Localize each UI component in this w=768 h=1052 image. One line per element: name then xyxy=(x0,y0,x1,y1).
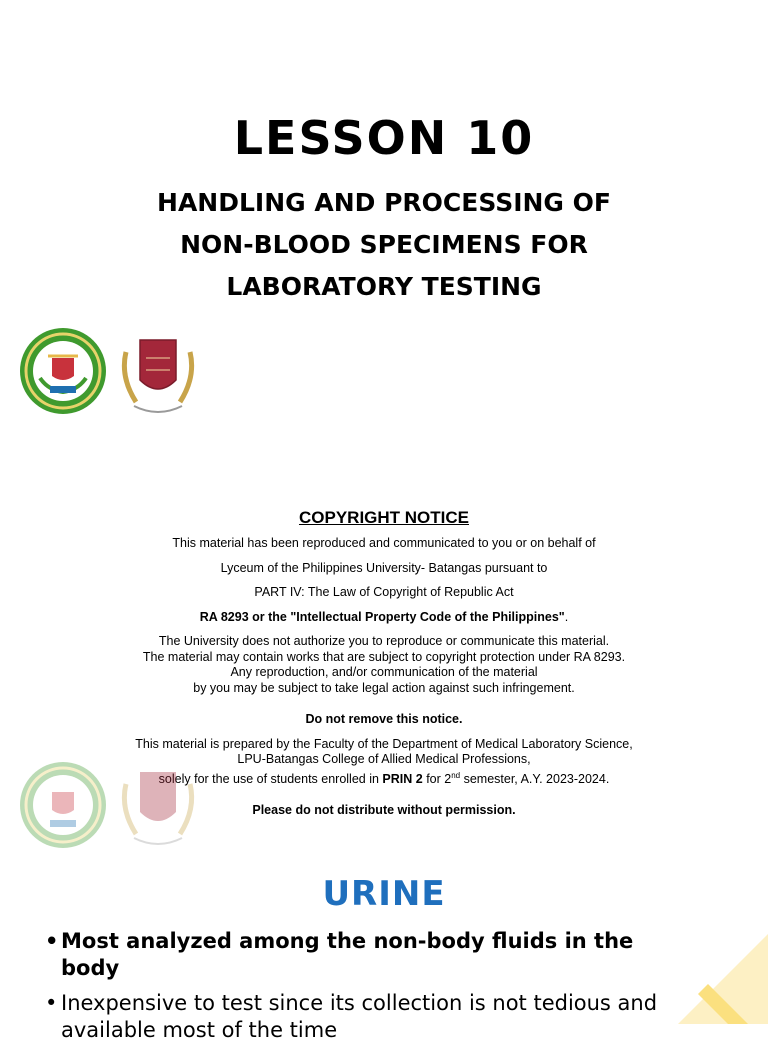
list-item xyxy=(45,990,685,1044)
copyright-line: Lyceum of the Philippines University- Batangas pursuant to xyxy=(220,560,548,575)
urine-bullet-list xyxy=(45,928,685,1052)
copyright-line: by you may be subject to take legal action against such infringement. xyxy=(193,680,575,695)
no-distribute-notice: Please do not distribute without permission. xyxy=(252,803,516,818)
bullet-text: Most analyzed among the non-body fluids in the body xyxy=(61,929,634,980)
copyright-line: The material may contain works that are subject to copyright protection under RA 8293. xyxy=(142,649,626,664)
university-crest-icon xyxy=(116,764,200,852)
bullet-icon: • xyxy=(45,991,58,1015)
copyright-line: LPU-Batangas College of Allied Medical Professions, xyxy=(237,752,531,766)
copyright-line: Any reproduction, and/or communication of the material xyxy=(230,665,538,679)
university-crest-icon xyxy=(116,332,200,420)
copyright-line: This material has been reproduced and communicated to you or on behalf of xyxy=(172,536,596,550)
lesson-title: LESSON 10 xyxy=(233,111,535,165)
copyright-paragraph xyxy=(0,634,768,696)
course-code: PRIN 2 xyxy=(382,771,423,786)
subtitle-line: NON-BLOOD SPECIMENS FOR xyxy=(180,230,588,259)
copyright-line: RA 8293 or the "Intellectual Property Code of the Philippines". xyxy=(199,609,569,624)
copyright-line: This material is prepared by the Faculty of the Department of Medical Laboratory Science, xyxy=(135,736,633,751)
bullet-icon: • xyxy=(45,929,59,953)
college-seal-icon xyxy=(18,760,108,850)
bullet-text: Inexpensive to test since its collection is not tedious and available most of the time xyxy=(61,991,658,1042)
college-seal-icon xyxy=(18,326,108,416)
subtitle-line: LABORATORY TESTING xyxy=(226,272,542,301)
lesson-subtitle xyxy=(0,182,768,308)
list-item xyxy=(45,928,685,982)
subtitle-line: HANDLING AND PROCESSING OF xyxy=(157,188,611,217)
copyright-line: solely for the use of students enrolled in PRIN 2 for 2nd semester, A.Y. 2023-2024. xyxy=(158,770,610,786)
copyright-line: PART IV: The Law of Copyright of Republic Act xyxy=(254,585,514,599)
urine-heading: URINE xyxy=(322,874,446,914)
corner-decoration-icon xyxy=(678,904,768,1024)
do-not-remove-notice: Do not remove this notice. xyxy=(305,712,463,726)
copyright-heading: COPYRIGHT NOTICE xyxy=(298,508,469,527)
ra-8293-text: RA 8293 or the "Intellectual Property Code of the Philippines" xyxy=(199,609,565,624)
copyright-line: The University does not authorize you to reproduce or communicate this material. xyxy=(158,634,610,648)
